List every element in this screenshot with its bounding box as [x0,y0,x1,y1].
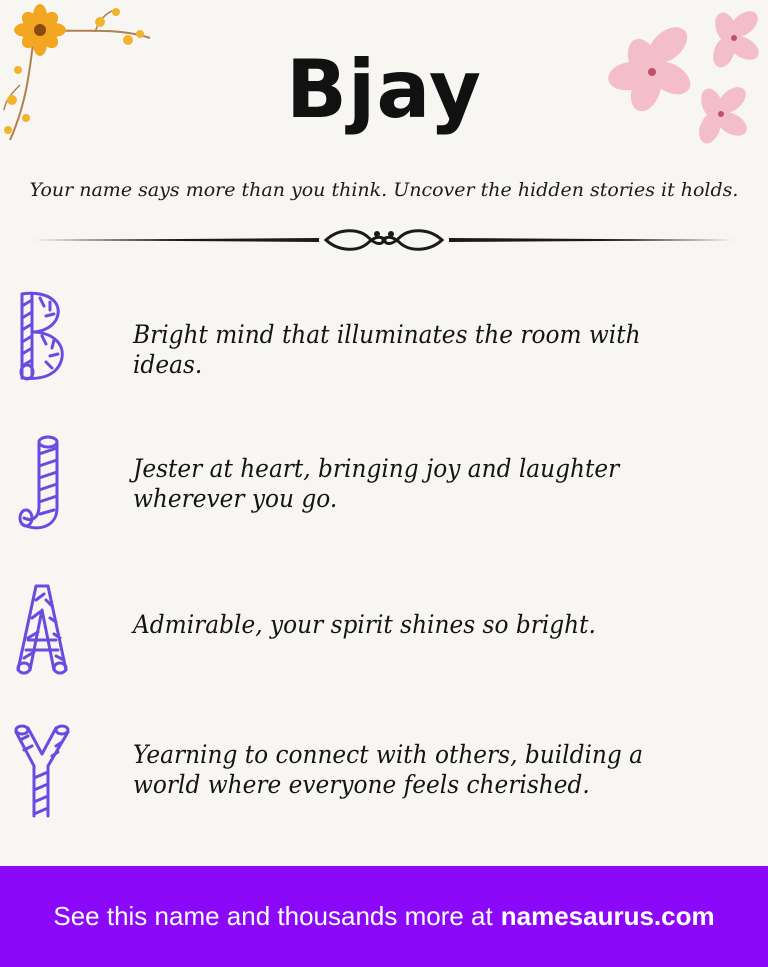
letter-a-rope-icon [10,578,74,678]
letter-j-rope-icon [10,432,74,532]
meaning-text: Jester at heart, bringing joy and laughter wherever you go. [133,454,620,513]
letter-y-rope-icon [10,722,74,822]
list-item [0,578,768,688]
list-item [0,722,768,832]
meaning-text: Bright mind that illuminates the room with ideas. [133,320,641,379]
footer-banner [0,866,768,967]
list-item [0,286,768,396]
list-item [0,432,768,542]
meaning-text: Yearning to connect with others, building a world where everyone feels cherished. [133,740,644,799]
letter-b-rope-icon [10,286,74,386]
page-title: Bjay [285,43,483,136]
footer-domain-link[interactable]: namesaurus.com [500,901,715,931]
footer-prefix: See this name and thousands more at [53,901,493,931]
tagline: Your name says more than you think. Uncover the hidden stories it holds. [29,179,739,201]
meaning-text: Admirable, your spirit shines so bright. [133,610,596,639]
